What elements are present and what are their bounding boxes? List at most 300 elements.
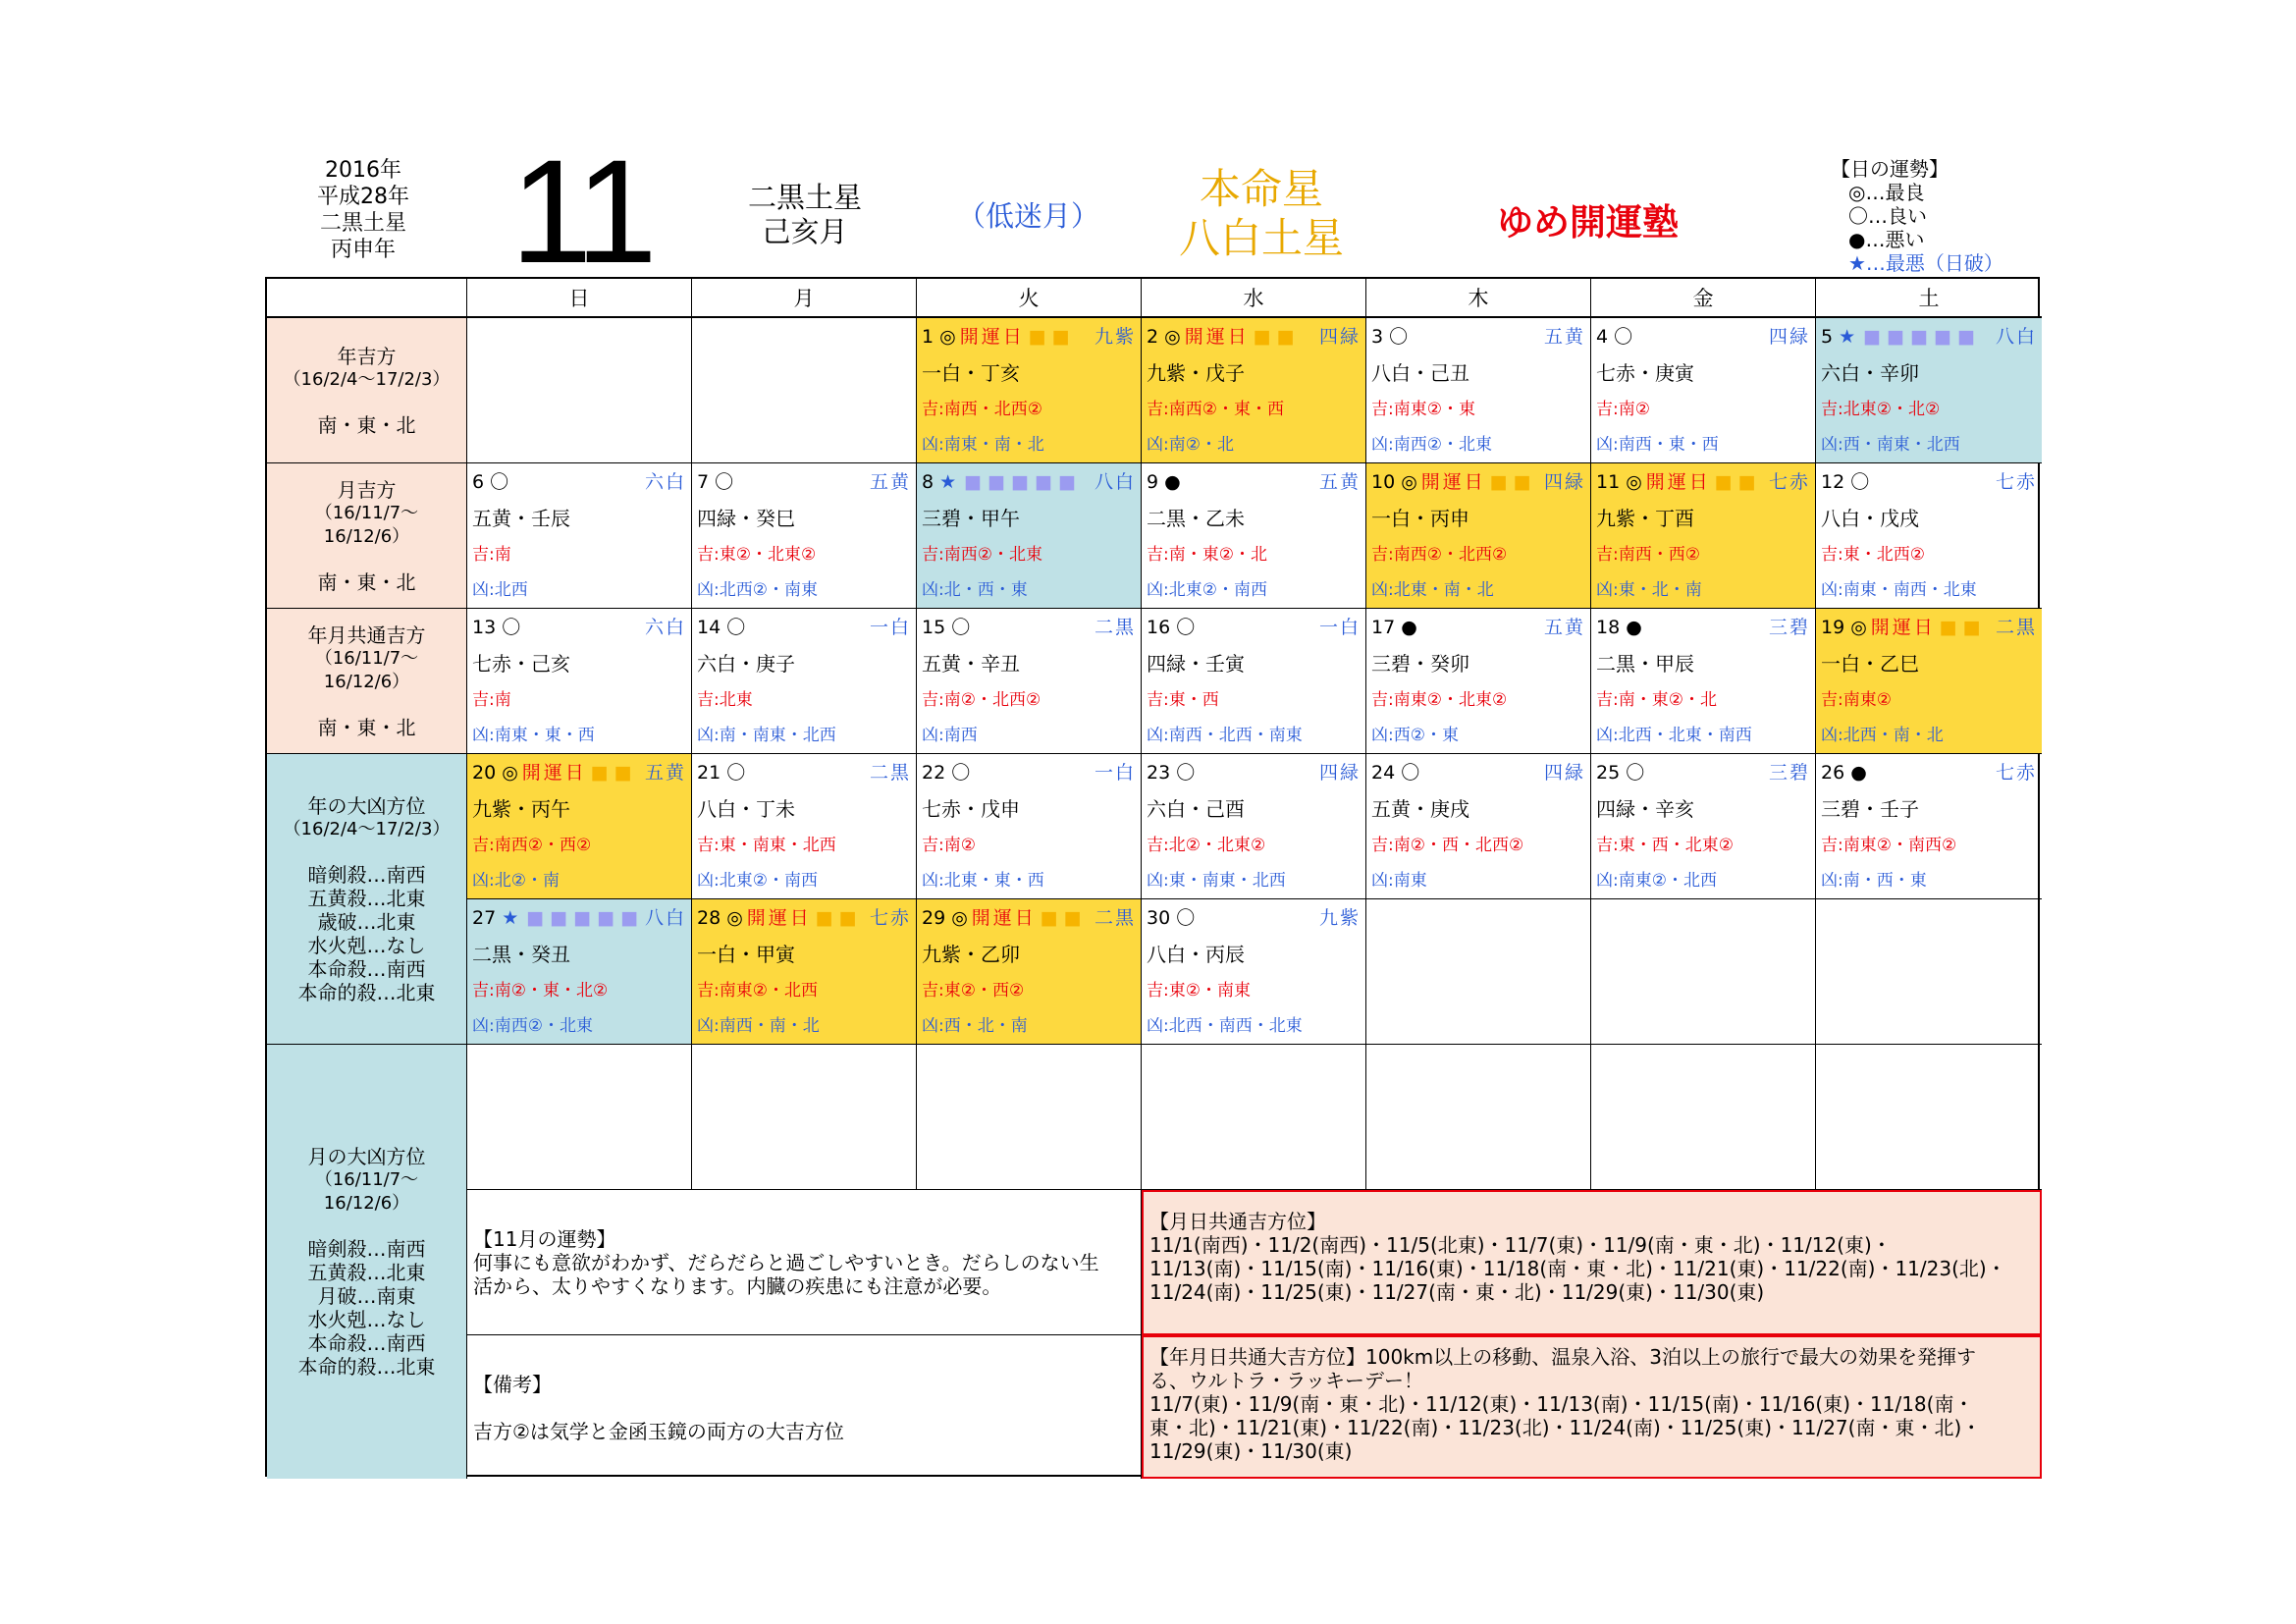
good-day-icon: 〇 bbox=[726, 762, 746, 784]
weekday-header: 金 bbox=[1591, 279, 1816, 318]
day-eto: 四緑・辛亥 bbox=[1596, 797, 1694, 821]
ymd-common-line: る、ウルトラ・ラッキーデー！ bbox=[1149, 1369, 1423, 1392]
day-kyusei: 三碧 bbox=[1768, 762, 1810, 784]
day-kichi-dirs: 吉:東②・北東② bbox=[697, 545, 817, 565]
weekday-header: 土 bbox=[1816, 279, 2042, 318]
day-number: 7 bbox=[697, 471, 710, 493]
day-number: 10 bbox=[1371, 471, 1396, 493]
day-number: 17 bbox=[1371, 617, 1396, 638]
best-day-icon: ◎ bbox=[1164, 326, 1181, 348]
day-kyo-dirs: 凶:南東②・北西 bbox=[1596, 871, 1717, 891]
day-eto: 七赤・庚寅 bbox=[1596, 361, 1694, 385]
day-kyo-dirs: 凶:北西②・南東 bbox=[697, 580, 818, 600]
day-number: 20 bbox=[472, 762, 497, 784]
day-header bbox=[697, 906, 911, 930]
day-header bbox=[697, 616, 911, 639]
legend-item: ★…最悪（日破） bbox=[1848, 251, 2003, 275]
day-number: 18 bbox=[1596, 617, 1621, 638]
month-kyo-label bbox=[267, 1045, 467, 1479]
day-header bbox=[1147, 761, 1361, 785]
day-header bbox=[1821, 470, 2037, 494]
best-day-icon: ◎ bbox=[939, 326, 956, 348]
day-kyusei: 四緑 bbox=[1318, 326, 1361, 348]
legend-item: ◎…最良 bbox=[1848, 181, 1925, 204]
day-cell bbox=[1366, 318, 1591, 463]
side-dirs: 南・東・北 bbox=[317, 715, 416, 739]
day-cell bbox=[692, 899, 917, 1045]
lucky-day-label: 開運日 bbox=[1420, 471, 1486, 493]
day-number: 2 bbox=[1147, 326, 1159, 348]
day-number: 1 bbox=[922, 326, 934, 348]
year-line: 丙申年 bbox=[330, 238, 396, 262]
day-kyo-dirs: 凶:東・南東・北西 bbox=[1147, 871, 1286, 891]
day-kichi-dirs: 吉:南東②・東 bbox=[1371, 400, 1475, 419]
best-day-icon: ◎ bbox=[726, 907, 743, 929]
month-day-common-line: 11/24(南)・11/25(東)・11/27(南・東・北)・11/29(東)・11/30(東) bbox=[1149, 1280, 1765, 1304]
ymd-common-line: 【年月日共通大吉方位】100km以上の移動、温泉入浴、3泊以上の旅行で最大の効果を発揮す bbox=[1149, 1345, 1976, 1369]
day-kyusei: 九紫 bbox=[1318, 907, 1361, 929]
day-cell bbox=[692, 463, 917, 609]
honmei-line: 八白土星 bbox=[1178, 214, 1344, 262]
side-item: 五黄殺…北東 bbox=[307, 886, 426, 910]
day-cell bbox=[467, 463, 692, 609]
day-kichi-dirs: 吉:南西②・東・西 bbox=[1147, 400, 1284, 419]
day-kichi-dirs: 吉:南・東②・北 bbox=[1596, 690, 1717, 710]
day-kichi-dirs: 吉:南② bbox=[1596, 400, 1650, 419]
best-day-icon: ◎ bbox=[1626, 471, 1642, 493]
good-day-icon: 〇 bbox=[1850, 471, 1870, 493]
month-star-line: 二黒土星 bbox=[747, 181, 862, 214]
day-kichi-dirs: 吉:東・西・北東② bbox=[1596, 836, 1734, 855]
day-header bbox=[472, 616, 686, 639]
day-number: 12 bbox=[1821, 471, 1845, 493]
ymd-common-line: 11/29(東)・11/30(東) bbox=[1149, 1439, 1353, 1463]
day-kyo-dirs: 凶:南西・東・西 bbox=[1596, 435, 1719, 455]
day-kyo-dirs: 凶:南西②・北東 bbox=[472, 1016, 593, 1036]
day-kichi-dirs: 吉:北東 bbox=[697, 690, 753, 710]
day-kichi-dirs: 吉:南西②・西② bbox=[472, 836, 592, 855]
day-kyo-dirs: 凶:南西 bbox=[922, 726, 978, 745]
day-kyusei: 七赤 bbox=[1768, 471, 1810, 493]
day-kyo-dirs: 凶:南東 bbox=[1371, 871, 1427, 891]
day-kyo-dirs: 凶:北東②・南西 bbox=[1147, 580, 1267, 600]
day-kyusei: 八白 bbox=[1094, 471, 1136, 493]
day-kyusei: 七赤 bbox=[1995, 762, 2037, 784]
lucky-square-icons: ■ ■ bbox=[1714, 471, 1756, 493]
day-kyo-dirs: 凶:北②・南 bbox=[472, 871, 560, 891]
legend-item: 〇…良い bbox=[1848, 204, 1927, 228]
side-title: 月吉方 bbox=[337, 477, 397, 502]
day-eto: 一白・丁亥 bbox=[922, 361, 1020, 385]
lucky-day-label: 開運日 bbox=[959, 326, 1025, 348]
month-kichi-label bbox=[267, 463, 467, 609]
day-kyusei: 五黄 bbox=[869, 471, 911, 493]
month-day-common-line: 11/13(南)・11/15(南)・11/16(東)・11/18(南・東・北)・11/21(東)・11/22(南)・11/23(北)・ bbox=[1149, 1257, 2006, 1280]
lucky-square-icons: ■ ■ bbox=[590, 762, 632, 784]
day-kyusei: 三碧 bbox=[1768, 617, 1810, 638]
day-kyo-dirs: 凶:南・南東・北西 bbox=[697, 726, 836, 745]
day-kyo-dirs: 凶:北東②・南西 bbox=[697, 871, 818, 891]
day-header bbox=[922, 616, 1136, 639]
day-cell bbox=[1142, 318, 1366, 463]
day-number: 9 bbox=[1147, 471, 1159, 493]
good-day-icon: 〇 bbox=[715, 471, 734, 493]
day-kyusei: 六白 bbox=[644, 617, 686, 638]
side-range: （16/2/4～17/2/3） bbox=[283, 368, 451, 390]
day-number: 3 bbox=[1371, 326, 1384, 348]
legend-item: ●…悪い bbox=[1848, 228, 1925, 251]
day-number: 25 bbox=[1596, 762, 1621, 784]
day-kyo-dirs: 凶:南東・南・北 bbox=[922, 435, 1044, 455]
side-title: 年吉方 bbox=[337, 344, 397, 368]
day-eto: 四緑・壬寅 bbox=[1147, 652, 1245, 676]
side-title: 年月共通吉方 bbox=[307, 623, 426, 647]
side-item: 五黄殺…北東 bbox=[307, 1261, 426, 1284]
day-kyusei: 二黒 bbox=[869, 762, 911, 784]
side-item: 本命的殺…北東 bbox=[297, 1355, 436, 1379]
day-eto: 九紫・戊子 bbox=[1147, 361, 1245, 385]
day-kichi-dirs: 吉:東・南東・北西 bbox=[697, 836, 836, 855]
day-header bbox=[1147, 325, 1361, 349]
month-day-common-line: 11/1(南西)・11/2(南西)・11/5(北東)・11/7(東)・11/9(南・東・北)・11/12(東)・ bbox=[1149, 1233, 1892, 1257]
day-kyusei: 一白 bbox=[869, 617, 911, 638]
side-range: （16/11/7～ bbox=[314, 502, 419, 523]
day-header bbox=[922, 906, 1136, 930]
empty-day-cell bbox=[467, 318, 692, 463]
day-number: 16 bbox=[1147, 617, 1171, 638]
day-kichi-dirs: 吉:東②・南東 bbox=[1147, 981, 1251, 1001]
day-header bbox=[1596, 761, 1810, 785]
day-header bbox=[922, 470, 1136, 494]
best-day-icon: ◎ bbox=[1850, 617, 1867, 638]
day-cell bbox=[692, 609, 917, 754]
year-line: 2016年 bbox=[325, 158, 401, 183]
day-cell bbox=[917, 609, 1142, 754]
day-number: 14 bbox=[697, 617, 721, 638]
lucky-square-icons: ■ ■ bbox=[1489, 471, 1531, 493]
day-cell bbox=[917, 754, 1142, 899]
day-header bbox=[1596, 616, 1810, 639]
day-header bbox=[472, 906, 686, 930]
day-kyo-dirs: 凶:北西・南・北 bbox=[1821, 726, 1944, 745]
day-number: 28 bbox=[697, 907, 721, 929]
day-cell bbox=[1142, 899, 1366, 1045]
day-kyusei: 八白 bbox=[1995, 326, 2037, 348]
bad-day-icon: ● bbox=[1850, 762, 1867, 784]
day-cell bbox=[1591, 318, 1816, 463]
day-cell bbox=[1816, 318, 2042, 463]
honmei-star bbox=[1148, 165, 1374, 263]
lucky-day-label: 開運日 bbox=[521, 762, 587, 784]
day-header bbox=[1821, 761, 2037, 785]
day-kyo-dirs: 凶:西・南東・北西 bbox=[1821, 435, 1960, 455]
day-kichi-dirs: 吉:南東②・北東② bbox=[1371, 690, 1508, 710]
day-kyusei: 五黄 bbox=[1318, 471, 1361, 493]
empty-day-cell bbox=[1816, 899, 2042, 1045]
day-cell bbox=[1142, 754, 1366, 899]
side-range: （16/11/7～ bbox=[314, 647, 419, 669]
side-title: 月の大凶方位 bbox=[307, 1145, 426, 1168]
day-kyusei: 六白 bbox=[644, 471, 686, 493]
day-kichi-dirs: 吉:南西・西② bbox=[1596, 545, 1700, 565]
day-header bbox=[1371, 761, 1585, 785]
day-cell bbox=[917, 463, 1142, 609]
day-kyusei: 四緑 bbox=[1543, 471, 1585, 493]
day-eto: 二黒・甲辰 bbox=[1596, 652, 1694, 676]
day-kyusei: 九紫 bbox=[1094, 326, 1136, 348]
day-header bbox=[1596, 325, 1810, 349]
day-kyusei: 二黒 bbox=[1094, 617, 1136, 638]
day-kyusei: 四緑 bbox=[1768, 326, 1810, 348]
empty-day-cell bbox=[467, 1045, 692, 1190]
lucky-square-icons: ■ ■ bbox=[815, 907, 857, 929]
side-item: 本命殺…南西 bbox=[307, 956, 426, 981]
empty-day-cell bbox=[1366, 1045, 1591, 1190]
lucky-day-label: 開運日 bbox=[1870, 617, 1936, 638]
year-line: 二黒土星 bbox=[319, 211, 406, 236]
day-header bbox=[1147, 616, 1361, 639]
month-number: 11 bbox=[510, 129, 652, 294]
day-header bbox=[1821, 616, 2037, 639]
honmei-line: 本命星 bbox=[1199, 165, 1323, 213]
day-header bbox=[1371, 325, 1585, 349]
side-range: （16/11/7～ bbox=[314, 1169, 419, 1190]
day-kyusei: 一白 bbox=[1094, 762, 1136, 784]
day-eto: 一白・甲寅 bbox=[697, 943, 795, 966]
day-eto: 八白・丙辰 bbox=[1147, 943, 1245, 966]
empty-day-cell bbox=[1142, 1045, 1366, 1190]
lucky-square-icons: ■ ■ bbox=[1040, 907, 1082, 929]
day-eto: 五黄・辛丑 bbox=[922, 652, 1020, 676]
day-kichi-dirs: 吉:東・西 bbox=[1147, 690, 1219, 710]
year-kyo-label bbox=[267, 754, 467, 1045]
day-eto: 二黒・癸丑 bbox=[472, 943, 570, 966]
lucky-square-icons: ■ ■ bbox=[1028, 326, 1070, 348]
side-item: 水火剋…なし bbox=[307, 933, 426, 957]
low-month-label: （低迷月） bbox=[957, 199, 1100, 233]
day-kichi-dirs: 吉:南・東②・北 bbox=[1147, 545, 1267, 565]
day-eto: 四緑・癸巳 bbox=[697, 507, 795, 530]
day-cell bbox=[467, 899, 692, 1045]
remarks-title: 【備考】 bbox=[473, 1373, 552, 1396]
day-kyo-dirs: 凶:南西・北西・南東 bbox=[1147, 726, 1303, 745]
side-item: 本命殺…南西 bbox=[307, 1331, 426, 1355]
bad-day-icon: ● bbox=[1626, 617, 1642, 638]
side-range: 16/12/6） bbox=[323, 525, 410, 547]
common-kichi-label bbox=[267, 609, 467, 754]
day-cell bbox=[1816, 754, 2042, 899]
day-number: 11 bbox=[1596, 471, 1621, 493]
day-cell bbox=[917, 318, 1142, 463]
day-kichi-dirs: 吉:東②・西② bbox=[922, 981, 1025, 1001]
day-cell bbox=[1142, 609, 1366, 754]
day-kyo-dirs: 凶:南西②・北東 bbox=[1371, 435, 1492, 455]
day-eto: 七赤・己亥 bbox=[472, 652, 570, 676]
day-cell bbox=[467, 754, 692, 899]
side-dirs: 南・東・北 bbox=[317, 569, 416, 594]
day-eto: 八白・己丑 bbox=[1371, 361, 1469, 385]
side-title: 年の大凶方位 bbox=[307, 793, 426, 818]
empty-day-cell bbox=[1816, 1045, 2042, 1190]
side-dirs: 南・東・北 bbox=[317, 412, 416, 437]
day-eto: 二黒・乙未 bbox=[1147, 507, 1245, 530]
day-cell bbox=[1591, 754, 1816, 899]
day-eto: 九紫・乙卯 bbox=[922, 943, 1020, 966]
side-item: 本命的殺…北東 bbox=[297, 980, 436, 1004]
side-item: 歳破…北東 bbox=[317, 909, 416, 934]
weekday-header: 月 bbox=[692, 279, 917, 318]
day-number: 8 bbox=[922, 471, 934, 493]
month-fortune-line: 活から、太りやすくなります。内臓の疾患にも注意が必要。 bbox=[473, 1274, 1002, 1298]
empty-day-cell bbox=[917, 1045, 1142, 1190]
good-day-icon: 〇 bbox=[1176, 617, 1196, 638]
day-eto: 六白・辛卯 bbox=[1821, 361, 1919, 385]
day-cell bbox=[467, 609, 692, 754]
day-kichi-dirs: 吉:南西・北西② bbox=[922, 400, 1042, 419]
day-header bbox=[697, 470, 911, 494]
weekday-header: 火 bbox=[917, 279, 1142, 318]
day-kyusei: 七赤 bbox=[1995, 471, 2037, 493]
worst-day-icon: ★ bbox=[939, 471, 957, 493]
day-number: 4 bbox=[1596, 326, 1609, 348]
year-info bbox=[287, 157, 440, 263]
remarks-box bbox=[467, 1335, 1142, 1479]
day-kichi-dirs: 吉:南 bbox=[472, 545, 511, 565]
lucky-day-label: 開運日 bbox=[746, 907, 812, 929]
day-kichi-dirs: 吉:北②・北東② bbox=[1147, 836, 1266, 855]
good-day-icon: 〇 bbox=[726, 617, 746, 638]
day-number: 21 bbox=[697, 762, 721, 784]
day-number: 26 bbox=[1821, 762, 1845, 784]
good-day-icon: 〇 bbox=[1614, 326, 1633, 348]
good-day-icon: 〇 bbox=[1401, 762, 1420, 784]
side-item: 暗剣殺…南西 bbox=[307, 862, 426, 887]
side-range: 16/12/6） bbox=[323, 1193, 410, 1214]
best-day-icon: ◎ bbox=[1401, 471, 1417, 493]
remarks-text: 吉方②は気学と金函玉鏡の両方の大吉方位 bbox=[473, 1420, 844, 1443]
day-header bbox=[472, 761, 686, 785]
day-kyusei: 七赤 bbox=[869, 907, 911, 929]
empty-day-cell bbox=[692, 318, 917, 463]
empty-day-cell bbox=[1366, 899, 1591, 1045]
day-eto: 一白・乙巳 bbox=[1821, 652, 1919, 676]
day-number: 29 bbox=[922, 907, 946, 929]
side-range: 16/12/6） bbox=[323, 671, 410, 692]
good-day-icon: 〇 bbox=[1176, 907, 1196, 929]
day-kyo-dirs: 凶:西②・東 bbox=[1371, 726, 1459, 745]
good-day-icon: 〇 bbox=[502, 617, 521, 638]
day-kyo-dirs: 凶:北東・南・北 bbox=[1371, 580, 1494, 600]
day-kyo-dirs: 凶:南・西・東 bbox=[1821, 871, 1927, 891]
day-kyusei: 五黄 bbox=[1543, 617, 1585, 638]
day-eto: 六白・己酉 bbox=[1147, 797, 1245, 821]
day-eto: 六白・庚子 bbox=[697, 652, 795, 676]
day-kyo-dirs: 凶:北・西・東 bbox=[922, 580, 1028, 600]
day-number: 15 bbox=[922, 617, 946, 638]
day-eto: 五黄・壬辰 bbox=[472, 507, 570, 530]
day-kyo-dirs: 凶:南東・南西・北東 bbox=[1821, 580, 1977, 600]
day-kyusei: 五黄 bbox=[644, 762, 686, 784]
day-kichi-dirs: 吉:東・北西② bbox=[1821, 545, 1925, 565]
day-eto: 五黄・庚戌 bbox=[1371, 797, 1469, 821]
day-kyo-dirs: 凶:北西 bbox=[472, 580, 528, 600]
day-kichi-dirs: 吉:南② bbox=[922, 836, 976, 855]
weekday-header: 木 bbox=[1366, 279, 1591, 318]
corner-cell bbox=[267, 279, 467, 318]
year-kichi-label bbox=[267, 318, 467, 463]
ymd-common-box bbox=[1142, 1335, 2042, 1479]
bad-day-icon: ● bbox=[1401, 617, 1417, 638]
day-kichi-dirs: 吉:南西②・北西② bbox=[1371, 545, 1508, 565]
day-number: 22 bbox=[922, 762, 946, 784]
day-kichi-dirs: 吉:南②・東・北② bbox=[472, 981, 609, 1001]
empty-day-cell bbox=[692, 1045, 917, 1190]
good-day-icon: 〇 bbox=[490, 471, 509, 493]
worst-square-icons: ■ ■ ■ ■ ■ bbox=[526, 907, 639, 929]
calendar-grid bbox=[265, 277, 2040, 1477]
school-name: ゆめ開運塾 bbox=[1497, 201, 1679, 244]
lucky-day-label: 開運日 bbox=[1184, 326, 1250, 348]
day-kyo-dirs: 凶:南②・北 bbox=[1147, 435, 1234, 455]
day-kyo-dirs: 凶:東・北・南 bbox=[1596, 580, 1702, 600]
best-day-icon: ◎ bbox=[951, 907, 968, 929]
month-day-common-title: 【月日共通吉方位】 bbox=[1149, 1210, 1326, 1233]
year-line: 平成28年 bbox=[317, 185, 409, 209]
day-header bbox=[1371, 616, 1585, 639]
day-eto: 三碧・壬子 bbox=[1821, 797, 1919, 821]
day-kyusei: 八白 bbox=[644, 907, 686, 929]
side-range: （16/2/4～17/2/3） bbox=[283, 818, 451, 839]
day-header bbox=[1147, 470, 1361, 494]
day-kyusei: 四緑 bbox=[1318, 762, 1361, 784]
month-fortune-box bbox=[467, 1190, 1142, 1335]
day-cell bbox=[1366, 754, 1591, 899]
day-kyo-dirs: 凶:北西・南西・北東 bbox=[1147, 1016, 1303, 1036]
day-cell bbox=[1816, 463, 2042, 609]
good-day-icon: 〇 bbox=[951, 617, 971, 638]
day-cell bbox=[917, 899, 1142, 1045]
day-cell bbox=[1591, 609, 1816, 754]
worst-square-icons: ■ ■ ■ ■ ■ bbox=[1863, 326, 1976, 348]
lucky-day-label: 開運日 bbox=[971, 907, 1037, 929]
ymd-common-line: 11/7(東)・11/9(南・東・北)・11/12(東)・11/13(南)・11/15(南)・11/16(東)・11/18(南・ bbox=[1149, 1392, 1974, 1416]
day-header bbox=[1371, 470, 1585, 494]
day-number: 27 bbox=[472, 907, 497, 929]
month-star bbox=[726, 181, 883, 249]
day-kichi-dirs: 吉:南西②・北東 bbox=[922, 545, 1042, 565]
day-kyo-dirs: 凶:南西・南・北 bbox=[697, 1016, 820, 1036]
day-header bbox=[697, 761, 911, 785]
day-eto: 三碧・癸卯 bbox=[1371, 652, 1469, 676]
day-kichi-dirs: 吉:南東② bbox=[1821, 690, 1892, 710]
day-eto: 一白・丙申 bbox=[1371, 507, 1469, 530]
day-cell bbox=[1816, 609, 2042, 754]
day-kyo-dirs: 凶:北東・東・西 bbox=[922, 871, 1044, 891]
day-eto: 九紫・丁酉 bbox=[1596, 507, 1694, 530]
day-kyusei: 四緑 bbox=[1543, 762, 1585, 784]
fortune-legend bbox=[1831, 157, 2003, 275]
empty-day-cell bbox=[1591, 1045, 1816, 1190]
side-item: 月破…南東 bbox=[317, 1284, 416, 1308]
month-star-line: 己亥月 bbox=[762, 215, 848, 248]
good-day-icon: 〇 bbox=[951, 762, 971, 784]
day-cell bbox=[1591, 463, 1816, 609]
worst-day-icon: ★ bbox=[502, 907, 519, 929]
day-eto: 九紫・丙午 bbox=[472, 797, 570, 821]
lucky-square-icons: ■ ■ bbox=[1253, 326, 1295, 348]
day-kyo-dirs: 凶:西・北・南 bbox=[922, 1016, 1028, 1036]
day-kyusei: 二黒 bbox=[1995, 617, 2037, 638]
